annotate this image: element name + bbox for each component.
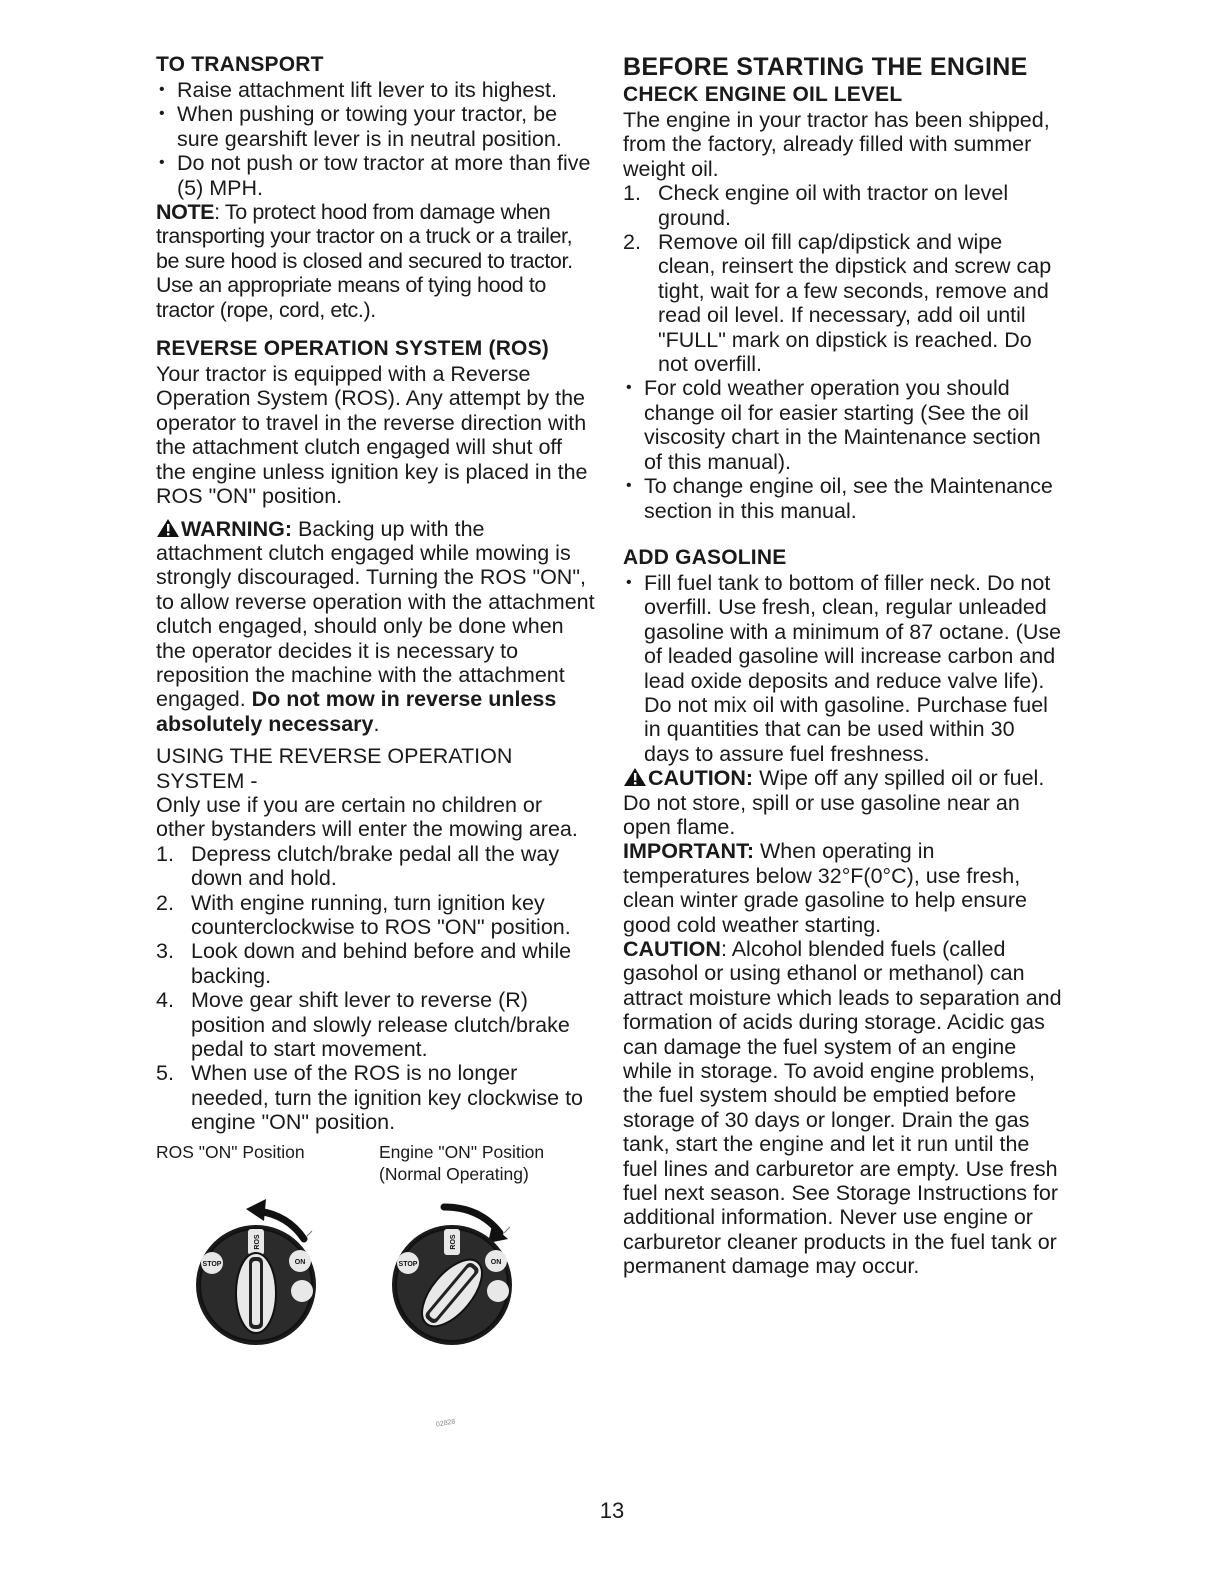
engine-on-dial-icon: [382, 1193, 522, 1353]
dial-label: ROS: [450, 1234, 457, 1250]
caution2-label: CAUTION: [623, 937, 721, 961]
list-item: [156, 891, 596, 940]
caution-text: Wipe off any spilled oil or fuel. Do not store, spill or use gasoline near an open flame.: [623, 766, 1045, 839]
engine-on-caption-line: (Normal Operating): [379, 1163, 529, 1184]
oil-intro: The engine in your tractor has been shipped, from the factory, already filled with summer weight oil.: [623, 108, 1050, 181]
ignition-figure: [156, 1193, 596, 1363]
step-text: Look down and behind before and while backing.: [191, 939, 572, 988]
ros-on-caption: ROS "ON" Position: [156, 1141, 305, 1162]
list-item: [623, 230, 1063, 376]
ros-intro: Your tractor is equipped with a Reverse Operation System (ROS). Any attempt by the operator to travel in the reverse direction with the attachment clutch engaged will shut off the engine unless ignition key is placed in the ROS "ON" position.: [156, 362, 588, 509]
oil-bullets: [623, 376, 1063, 522]
ros-warning: [156, 517, 596, 737]
ros-on-dial-icon: [186, 1193, 326, 1353]
warning-end: .: [373, 711, 380, 736]
caution-label: CAUTION:: [648, 766, 754, 791]
step-number: 5.: [156, 1061, 174, 1086]
using-ros-heading: USING THE REVERSE OPERATION SYSTEM -: [156, 744, 513, 793]
ros-heading: REVERSE OPERATION SYSTEM (ROS): [156, 337, 549, 361]
gas-caution-alcohol: [623, 937, 1063, 1279]
list-item: [156, 988, 596, 1061]
gas-important: [623, 839, 1063, 937]
dial-label: ON: [294, 1258, 306, 1266]
page-number: 13: [599, 1498, 625, 1523]
left-column: [156, 52, 596, 1363]
transport-heading: TO TRANSPORT: [156, 53, 324, 76]
figure-captions: [156, 1141, 596, 1193]
check-oil-heading: CHECK ENGINE OIL LEVEL: [623, 83, 903, 106]
list-item: • Do not push or tow tractor at more than five (5) MPH.: [156, 151, 596, 200]
caution2-text: : Alcohol blended fuels (called gasohol or using ethanol or methanol) can attract moisture which leads to separation and formation of acids during storage. Acidic gas can damage the fuel system of an engine while in storage. To avoid engine problems, the fuel system should be emptied before storage of 30 days or longer. Drain the gas tank, start the engine and let it run until the fuel lines and carburetor are empty. Use fresh fuel next season. See Storage Instructions for additional information. Never use engine or carburetor cleaner products in the fuel tank or permanent damage may occur.: [623, 937, 1062, 1279]
dial-label: ON: [490, 1258, 502, 1266]
gas-caution: [623, 766, 1063, 839]
warning-text: Backing up with the attachment clutch engaged while mowing is strongly discouraged. Turning the ROS "ON", to allow reverse operation with the attachment clutch engaged, should only be done when the operator decides it is necessary to reposition the machine with the attachment engaged.: [156, 516, 595, 712]
step-text: Check engine oil with tractor on level ground.: [658, 181, 1009, 230]
list-item: [623, 181, 1063, 230]
transport-bullets: [156, 78, 596, 200]
list-item: • To change engine oil, see the Maintenance section in this manual.: [623, 474, 1063, 523]
step-text: With engine running, turn ignition key counterclockwise to ROS "ON" position.: [191, 890, 571, 939]
list-item: • Fill fuel tank to bottom of filler neck. Do not overfill. Use fresh, clean, regular unleaded gasoline with a minimum of 87 octane. (Use of leaded gasoline will increase carbon and lead oxide deposits and reduce valve life). Do not mix oil with gasoline. Purchase fuel in quantities that can be used within 30 days to assure fuel freshness.: [623, 571, 1063, 766]
important-label: IMPORTANT:: [623, 839, 754, 864]
step-text: Remove oil fill cap/dipstick and wipe clean, reinsert the dipstick and screw cap tight, wait for a few seconds, remove and read oil level. If necessary, add oil until "FULL" mark on dipstick is reached. Do not overfill.: [658, 230, 1052, 377]
dial-label: STOP: [202, 1260, 222, 1268]
list-item: • For cold weather operation you should change oil for easier starting (See the oil viscosity chart in the Maintenance section of this manual).: [623, 376, 1063, 474]
step-text: When use of the ROS is no longer needed, turn the ignition key clockwise to engine "ON" position.: [191, 1061, 584, 1135]
transport-note: [156, 200, 596, 322]
oil-steps: [623, 181, 1063, 376]
warning-bold-text: Do not mow in reverse unless absolutely necessary: [156, 687, 557, 736]
list-item: [156, 842, 596, 891]
dial-label: STOP: [398, 1260, 418, 1268]
step-number: 4.: [156, 988, 174, 1013]
right-column: [623, 52, 1063, 1279]
step-text: Depress clutch/brake pedal all the way down and hold.: [191, 841, 560, 891]
warning-label: WARNING:: [181, 516, 293, 541]
step-number: 1.: [156, 841, 174, 866]
list-item: • Raise attachment lift lever to its highest.: [156, 78, 596, 102]
before-starting-heading: BEFORE STARTING THE ENGINE: [623, 53, 1028, 81]
note-text: : To protect hood from damage when transporting your tractor on a truck or a trailer, be sure hood is closed and secured to tractor. Use an appropriate means of tying hood to tractor (rope, cord, etc.).: [156, 200, 573, 322]
warning-icon: [623, 767, 647, 787]
list-item: [156, 1061, 596, 1134]
ros-steps: [156, 842, 596, 1135]
engine-on-caption: [379, 1141, 544, 1185]
using-ros-intro: Only use if you are certain no children or other bystanders will enter the mowing area.: [156, 792, 578, 842]
add-gasoline-heading: ADD GASOLINE: [623, 545, 787, 569]
step-number: 2.: [623, 230, 641, 255]
step-text: Move gear shift lever to reverse (R) position and slowly release clutch/brake pedal to start movement.: [191, 988, 570, 1062]
engine-on-caption-line: Engine "ON" Position: [379, 1141, 545, 1162]
list-item: [156, 939, 596, 988]
list-item: • When pushing or towing your tractor, be sure gearshift lever is in neutral position.: [156, 102, 596, 151]
step-number: 3.: [156, 939, 174, 964]
note-label: NOTE: [156, 200, 215, 225]
step-number: 1.: [623, 181, 641, 206]
figure-id: 02828: [435, 1418, 456, 1429]
important-text: When operating in temperatures below 32°F(0°C), use fresh, clean winter grade gasoline to help ensure good cold weather starting.: [623, 839, 1027, 937]
step-number: 2.: [156, 890, 174, 915]
gasoline-bullets: [623, 571, 1063, 766]
warning-icon: [156, 518, 180, 538]
dial-label: ROS: [254, 1234, 261, 1250]
